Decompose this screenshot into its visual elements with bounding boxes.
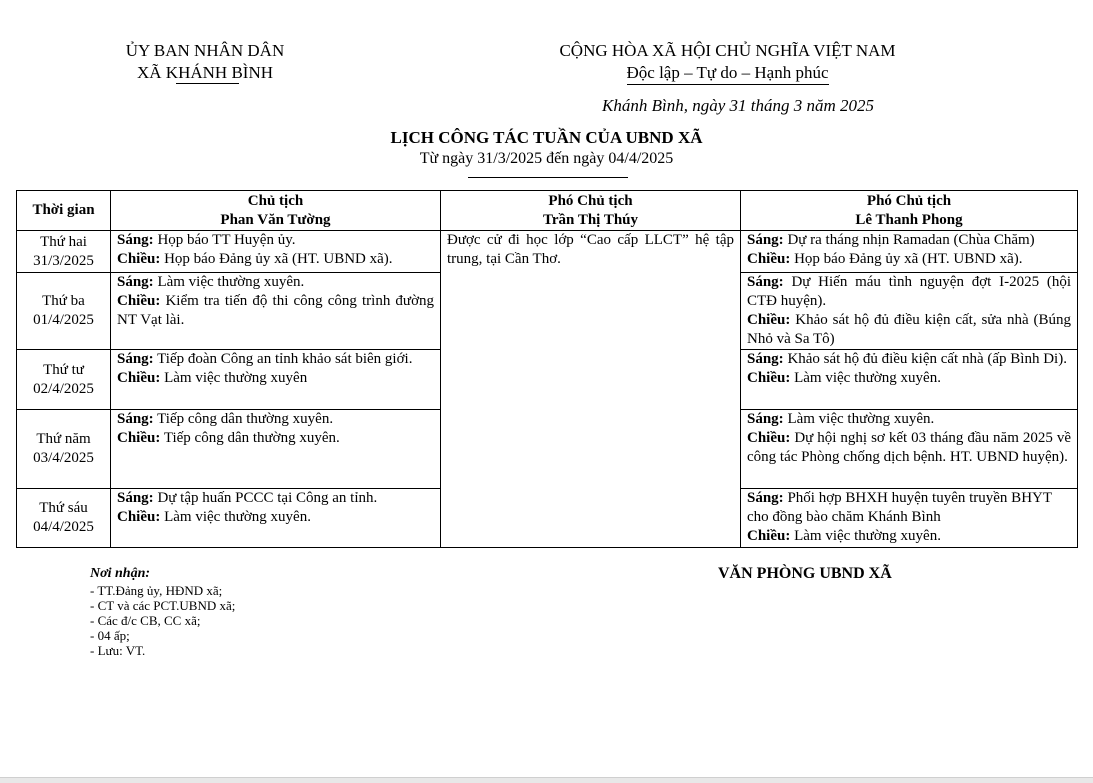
morning-text: Khảo sát hộ đủ điều kiện cất nhà (ấp Bình Di). <box>787 351 1067 367</box>
afternoon-entry <box>747 429 1071 467</box>
vice-2-cell <box>741 231 1078 273</box>
day-date: 02/4/2025 <box>33 380 94 397</box>
afternoon-label: Chiều: <box>747 528 791 544</box>
day-cell <box>17 350 111 410</box>
day-name: Thứ tư <box>43 361 84 378</box>
morning-text: Phối hợp BHXH huyện tuyên truyền BHYT cho đồng bào chăm Khánh Bình <box>747 490 1052 525</box>
day-name: Thứ năm <box>36 431 91 447</box>
morning-text: Làm việc thường xuyên. <box>787 411 935 427</box>
country-name: CỘNG HÒA XÃ HỘI CHỦ NGHĨA VIỆT NAM <box>559 41 896 60</box>
afternoon-entry <box>747 527 1071 546</box>
list-item: - Các đ/c CB, CC xã; <box>90 613 201 628</box>
morning-text: Họp báo TT Huyện ủy. <box>157 232 296 248</box>
national-motto-block <box>520 40 935 85</box>
morning-entry <box>747 489 1071 527</box>
day-name: Thứ ba <box>42 293 85 309</box>
header-time: Thời gian <box>17 191 111 231</box>
issuer-underline <box>176 83 239 84</box>
morning-label: Sáng: <box>747 274 784 290</box>
afternoon-label: Chiều: <box>117 370 161 386</box>
chairman-cell <box>111 350 441 410</box>
issuer-line-2 <box>100 62 310 84</box>
list-item: - CT và các PCT.UBND xã; <box>90 598 236 613</box>
day-cell <box>17 410 111 489</box>
morning-text: Dự tập huấn PCCC tại Công an tỉnh. <box>157 490 378 506</box>
morning-label: Sáng: <box>117 232 154 248</box>
table-header-row <box>17 191 1078 231</box>
afternoon-text: Làm việc thường xuyên. <box>164 509 311 525</box>
morning-entry <box>117 231 434 250</box>
issuer-name: XÃ KHÁNH BÌNH <box>137 63 273 82</box>
vice-2-cell <box>741 273 1078 350</box>
morning-label: Sáng: <box>117 411 154 427</box>
morning-label: Sáng: <box>117 490 154 506</box>
day-date: 03/4/2025 <box>33 450 94 466</box>
morning-label: Sáng: <box>117 274 154 290</box>
afternoon-entry <box>117 508 434 527</box>
header-vice-1-name: Trần Thị Thúy <box>542 211 639 228</box>
header-vice-1 <box>441 191 741 231</box>
morning-entry <box>117 350 434 369</box>
header-vice-2-name: Lê Thanh Phong <box>855 211 963 228</box>
schedule-table <box>16 190 1078 548</box>
recipients-title: Nơi nhận: <box>90 566 151 581</box>
list-item: - 04 ấp; <box>90 628 130 643</box>
morning-label: Sáng: <box>747 411 784 427</box>
afternoon-text: Họp báo Đảng ủy xã (HT. UBND xã). <box>794 251 1023 267</box>
afternoon-text: Dự hội nghị sơ kết 03 tháng đầu năm 2025 về công tác Phòng chống dịch bệnh. HT. UBND huyện). <box>747 430 1072 465</box>
issuer-block <box>100 40 310 84</box>
afternoon-label: Chiều: <box>117 430 161 446</box>
vice-2-cell <box>741 350 1078 410</box>
morning-label: Sáng: <box>747 351 784 367</box>
afternoon-label: Chiều: <box>117 251 161 267</box>
header-vice-2-role: Phó Chủ tịch <box>866 192 952 209</box>
day-cell <box>17 489 111 548</box>
afternoon-text: Làm việc thường xuyên. <box>794 528 941 544</box>
morning-entry <box>117 410 434 429</box>
morning-text: Làm việc thường xuyên. <box>157 274 305 290</box>
header-vice-2 <box>741 191 1078 231</box>
afternoon-label: Chiều: <box>117 509 161 525</box>
table-row <box>17 231 1078 273</box>
header-chairman-name: Phan Văn Tường <box>220 211 331 228</box>
day-cell <box>17 231 111 273</box>
day-date: 01/4/2025 <box>33 312 94 328</box>
afternoon-entry <box>117 369 434 388</box>
list-item: - Lưu: VT. <box>90 643 146 658</box>
morning-label: Sáng: <box>747 490 784 506</box>
issuer-line-1: ỦY BAN NHÂN DÂN <box>125 41 285 60</box>
header-chairman <box>111 191 441 231</box>
chairman-cell <box>111 410 441 489</box>
afternoon-text: Họp báo Đảng ủy xã (HT. UBND xã). <box>164 251 393 267</box>
motto <box>520 62 935 85</box>
document-title: LỊCH CÔNG TÁC TUẦN CỦA UBND XÃ <box>390 128 703 147</box>
afternoon-text: Làm việc thường xuyên <box>164 370 308 386</box>
document-date: Khánh Bình, ngày 31 tháng 3 năm 2025 <box>602 96 874 115</box>
afternoon-label: Chiều: <box>747 251 791 267</box>
day-cell <box>17 273 111 350</box>
day-date: 31/3/2025 <box>33 252 94 269</box>
afternoon-text: Làm việc thường xuyên. <box>794 370 941 386</box>
vice-2-cell <box>741 410 1078 489</box>
afternoon-text: Tiếp công dân thường xuyên. <box>163 430 340 446</box>
afternoon-entry <box>117 292 434 330</box>
morning-entry <box>747 410 1071 429</box>
motto-text: Độc lập – Tự do – Hạnh phúc <box>627 62 829 85</box>
morning-entry <box>747 231 1071 250</box>
morning-entry <box>117 273 434 292</box>
chairman-cell <box>111 231 441 273</box>
morning-entry <box>747 350 1071 369</box>
morning-label: Sáng: <box>747 232 784 248</box>
document-subtitle: Từ ngày 31/3/2025 đến ngày 04/4/2025 <box>419 150 674 167</box>
list-item: - TT.Đảng ủy, HĐND xã; <box>90 583 223 598</box>
morning-entry <box>747 273 1071 311</box>
afternoon-entry <box>747 250 1071 269</box>
morning-text: Dự Hiến máu tình nguyện đợt I-2025 (hội CTĐ huyện). <box>747 274 1071 309</box>
day-date: 04/4/2025 <box>33 519 94 535</box>
header-vice-1-role: Phó Chủ tịch <box>548 192 633 209</box>
vice-1-week-cell <box>441 231 741 548</box>
afternoon-label: Chiều: <box>747 312 791 328</box>
afternoon-entry <box>117 429 434 448</box>
day-name: Thứ hai <box>40 233 87 250</box>
morning-text: Dự ra tháng nhịn Ramadan (Chùa Chăm) <box>787 232 1035 248</box>
afternoon-text: Khảo sát hộ đủ điều kiện cất, sửa nhà (Búng Nhỏ và Sa Tô) <box>747 312 1071 347</box>
morning-text: Tiếp công dân thường xuyên. <box>157 411 334 427</box>
morning-text: Tiếp đoàn Công an tỉnh khảo sát biên giới. <box>157 351 413 367</box>
afternoon-label: Chiều: <box>117 293 161 309</box>
day-name: Thứ sáu <box>39 500 88 516</box>
recipients-list <box>90 583 235 658</box>
afternoon-entry <box>747 369 1071 388</box>
subtitle-rule <box>468 177 628 178</box>
afternoon-entry <box>117 250 434 269</box>
office-signature: VĂN PHÒNG UBND XÃ <box>718 565 892 582</box>
chairman-cell <box>111 489 441 548</box>
chairman-cell <box>111 273 441 350</box>
morning-label: Sáng: <box>117 351 154 367</box>
afternoon-text: Kiểm tra tiến độ thi công công trình đường NT Vạt lài. <box>117 293 434 328</box>
afternoon-label: Chiều: <box>747 430 791 446</box>
afternoon-label: Chiều: <box>747 370 791 386</box>
afternoon-entry <box>747 311 1071 349</box>
vice-2-cell <box>741 489 1078 548</box>
morning-entry <box>117 489 434 508</box>
header-chairman-role: Chủ tịch <box>247 192 304 209</box>
window-bottom-edge <box>0 777 1093 783</box>
vice-1-week-text: Được cử đi học lớp “Cao cấp LLCT” hệ tập trung, tại Cần Thơ. <box>447 232 734 267</box>
